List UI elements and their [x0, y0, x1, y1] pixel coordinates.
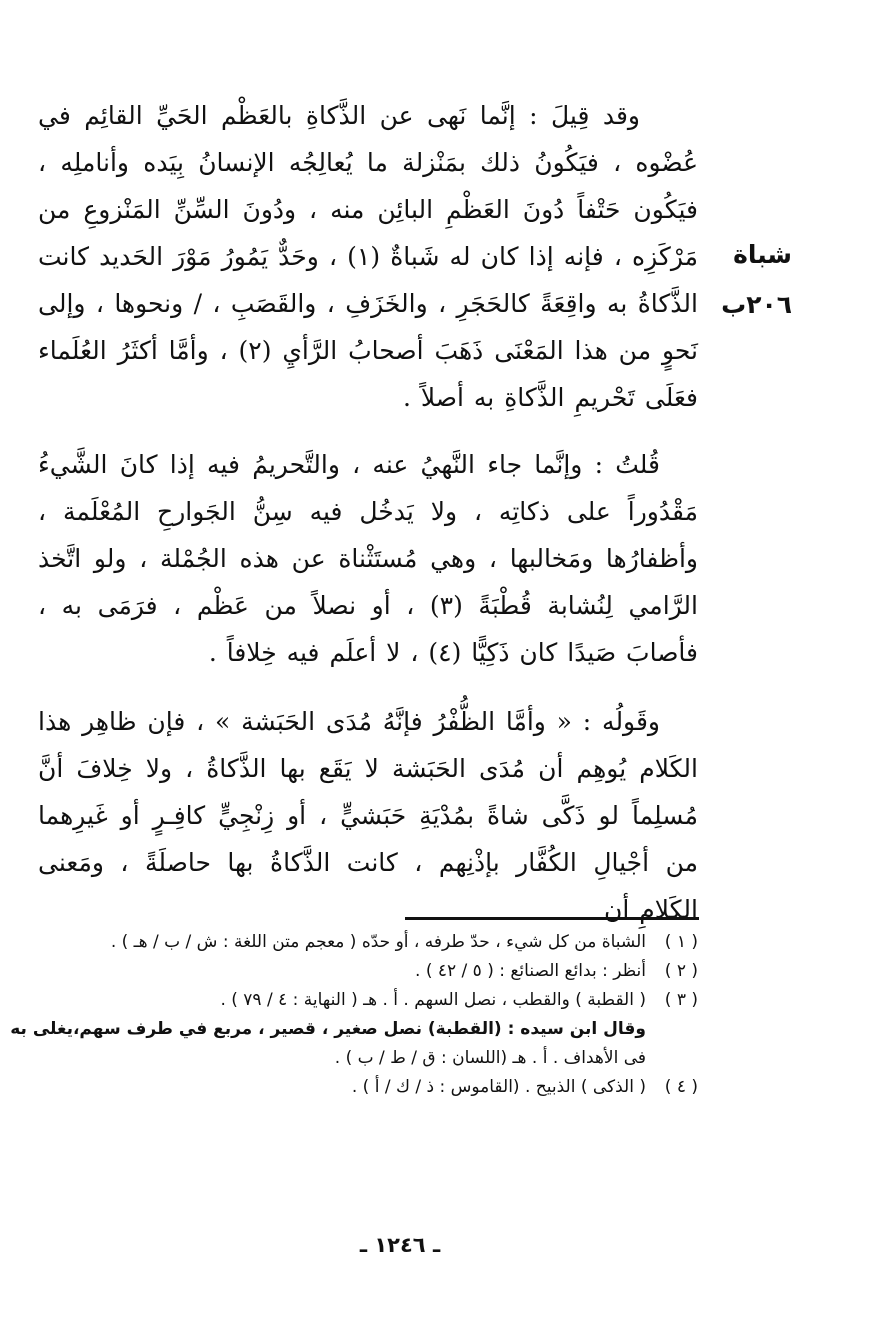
paragraph-3: وقَولُه : « وأمَّا الظُّفْرُ فإنَّهُ مُدَى الحَبَشة » ، فإن ظاهِر هذا الكَلام يُوهِم أن مُدَى الحَبَشة لا يَقَع بها الذَّكاةُ ، ولا خِلافَ أنَّ مُسلِماً لو ذَكَّى شاةً بمُدْيَةِ حَبَشيٍّ ، أو زِنْجِيٍّ كافِـرٍ أو غَيرِهما من أجْيالِ الكُفَّار بإذْنِهم ، كانت الذَّكاةُ بها حاصلَةً ، ومَعنى الكَلامِ أن: [38, 707, 698, 924]
paragraph-1: وقد قِيلَ : إنَّما نَهى عن الذَّكاةِ بالعَظْم الحَيِّ القائِم في عُضْوه ، فيَكُونُ ذلك بمَنْزلة ما يُعالِجُه الإنسانُ بِيَده وأناملِه ، فيَكُون حَتْفاً دُونَ العَظْمِ البائِن منه ، ودُونَ السِّنِّ المَنْزوعِ من مَرْكَزِه ، فإنه إذا كان له شَباةٌ (١) ، وحَدٌّ يَمُورُ مَوْرَ الحَديد كانت الذَّكاةُ به واقِعَةً كالحَجَرِ ، والخَزَفِ ، والقَصَبِ ، / ونحوها ، وإلى نَحوٍ من هذا المَعْنَى ذَهَبَ أصحابُ الرَّأيِ (٢) ، وأمَّا أكثَرُ العُلَماء فعَلَى تَحْريمِ الذَّكاةِ به أصلاً .: [38, 101, 699, 412]
footnote-text: ( الذكى ) الذبيح . (القاموس : ذ / ك / أ ) .: [351, 1077, 646, 1097]
footnote-1: [38, 928, 698, 957]
paragraph-2: قُلتُ : وإنَّما جاء النَّهيُ عنه ، والتَّحريمُ فيه إذا كانَ الشَّيءُ مَقْدُوراً على ذكاتِه ، ولا يَدخُل فيه سِنُّ الجَوارحِ المُعْلَمة ، وأظفارُها ومَخالبها ، وهي مُستَثْناة عن هذه الجُمْلة ، ولو اتَّخذ الرَّامي لِنُشابة قُطْبَةً (٣) ، أو نصلاً من عَظْم ، فرَمَى به ، فأصابَ صَيدًا كان ذَكِيًّا (٤) ، لا أعلَم فيه خِلافاً .: [38, 450, 698, 667]
footnote-text: أنظر : بدائع الصنائع : ( ٥ / ٤٢ ) .: [415, 961, 646, 981]
footnote-3-continuation: فى الأهداف . أ . هـ (اللسان : ق / ط / ب ) .: [334, 1048, 646, 1068]
footnote-separator: [405, 917, 699, 920]
main-text: [38, 92, 698, 933]
footnote-3: [38, 986, 698, 1015]
margin-note-term: شباة: [733, 240, 792, 269]
footnotes: [10, 928, 698, 1102]
margin-note-folio: ٢٠٦ب: [721, 290, 792, 319]
footnote-text: ( القطبة ) والقطب ، نصل السهم . أ . هـ ( النهاية : ٤ / ٧٩ ) .: [220, 990, 646, 1010]
page-number: ـ ١٢٤٦ ـ: [359, 1233, 441, 1257]
footnote-4: [38, 1073, 698, 1102]
footnote-text: الشباة من كل شيء ، حدّ طرفه ، أو حدّه ( معجم متن اللغة : ش / ب / هـ ) .: [110, 932, 646, 952]
footnote-number: ( ٢ ): [664, 961, 698, 981]
footnote-number: ( ١ ): [664, 932, 698, 952]
footnote-3-continuation: وقال ابن سيده : (القطبة) نصل صغير ، قصير ، مربع في طرف سهم،يغلى به: [10, 1019, 646, 1039]
footnote-2: [38, 957, 698, 986]
footnote-number: ( ٤ ): [664, 1077, 698, 1097]
footnote-number: ( ٣ ): [664, 990, 698, 1010]
